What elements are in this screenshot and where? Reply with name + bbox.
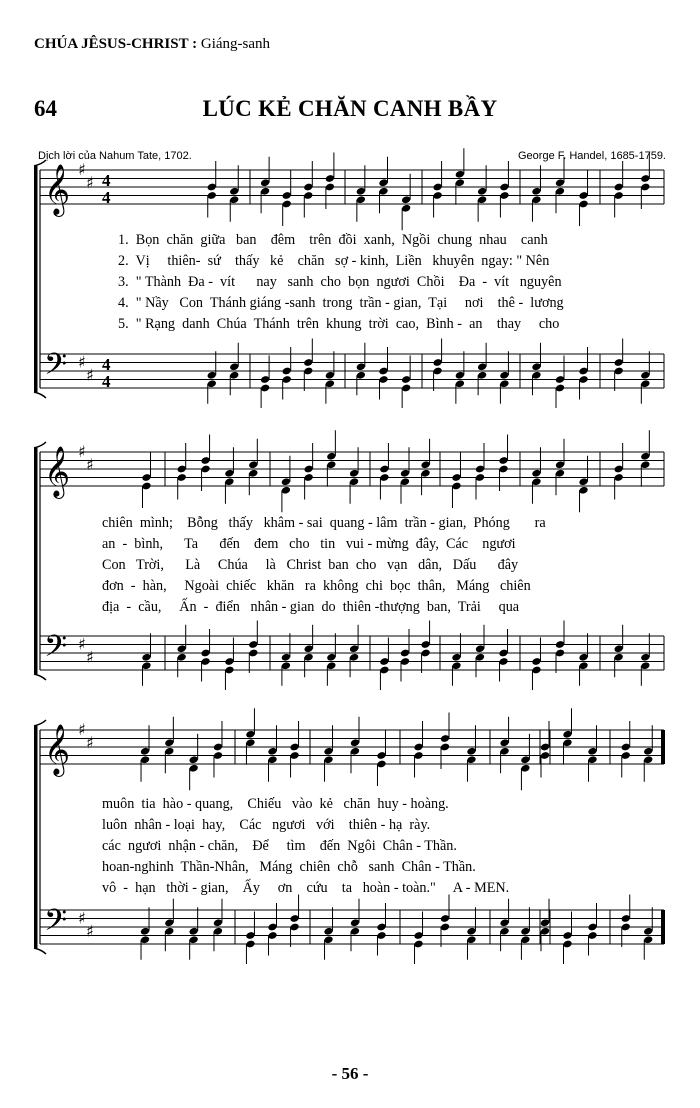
time-signature-top: 4	[102, 171, 111, 190]
page-number: - 56 -	[331, 1064, 369, 1083]
sharp-icon: ♯	[78, 352, 86, 372]
bracket-hook	[34, 392, 46, 398]
bass-clef-icon: 𝄢	[44, 630, 68, 671]
verse-line-s1-3: 3. " Thành Đa - vít nay sanh cho bọn ngươi Chồi Đa - vít nguyên	[118, 274, 562, 290]
treble-clef-icon: 𝄞	[44, 446, 71, 497]
bass-clef-icon: 𝄢	[44, 348, 68, 389]
treble-clef-icon: 𝄞	[44, 724, 71, 775]
verse-line-s2-4: đơn - hàn, Ngoài chiếc khăn ra không chi bọc thân, Máng chiên	[102, 578, 531, 594]
verse-line-s1-4: 4. " Nầy Con Thánh giáng -sanh trong trần - gian, Tại nơi thê - lương	[118, 295, 564, 311]
verse-line-s2-2: an - bình, Ta đến đem cho tin vui - mừng đây, Các ngươi	[102, 536, 516, 552]
verse-line-s3-1: muôn tia hào - quang, Chiếu vào kẻ chăn huy - hoàng.	[102, 796, 449, 812]
sharp-icon: ♯	[86, 647, 94, 667]
verse-line-s1-5: 5. " Rạng danh Chúa Thánh trên khung trời cao, Bình - an thay cho	[118, 316, 560, 332]
verse-line-s2-1: chiên mình; Bỗng thấy khâm - sai quang - lâm trần - gian, Phóng ra	[102, 515, 546, 531]
system-bracket	[34, 726, 38, 948]
sharp-icon: ♯	[86, 921, 94, 941]
section-category: CHÚA JÊSUS-CHRIST :	[34, 36, 198, 52]
verse-line-s3-3: các ngươi nhận - chăn, Để tìm đến Ngôi Chân - Thần.	[102, 838, 457, 854]
hymn-title: LÚC KẺ CHĂN CANH BẦY	[202, 96, 498, 121]
system-bracket	[34, 166, 38, 392]
sharp-icon: ♯	[78, 442, 86, 461]
time-signature-top: 4	[102, 355, 111, 374]
bracket-hook	[34, 674, 46, 680]
time-signature-bottom: 4	[102, 372, 111, 391]
sharp-icon: ♯	[86, 454, 94, 474]
sharp-icon: ♯	[78, 908, 86, 928]
verse-line-s1-1: 1. Bọn chăn giữa ban đêm trên đồi xanh, Ngồi chung nhau canh	[118, 232, 548, 248]
verse-line-s3-5: vô - hạn thời - gian, Ấy ơn cứu ta hoàn - toàn." A - MEN.	[102, 880, 510, 896]
verse-line-s3-2: luôn nhân - loại hay, Các ngươi với thiên - hạ rày.	[102, 817, 431, 833]
composer-credit: George F. Handel, 1685-1759.	[518, 150, 666, 162]
verse-line-s2-3: Con Trời, Là Chúa là Christ ban cho vạn dân, Dấu đây	[102, 557, 519, 573]
sharp-icon: ♯	[86, 172, 94, 192]
section-subcategory: Giáng-sanh	[197, 36, 271, 52]
system-bracket	[34, 448, 38, 674]
bass-clef-icon: 𝄢	[44, 904, 68, 945]
sharp-icon: ♯	[86, 732, 94, 752]
final-barline	[661, 910, 665, 944]
time-signature-bottom: 4	[102, 188, 111, 207]
bracket-hook	[34, 948, 46, 954]
hymn-number: 64	[34, 96, 57, 121]
sharp-icon: ♯	[86, 365, 94, 385]
verse-line-s2-5: địa - cầu, Ấn - điển nhân - gian do thiên -thượng ban, Trải qua	[102, 599, 520, 615]
treble-clef-icon: 𝄞	[44, 164, 71, 215]
sharp-icon: ♯	[78, 160, 86, 179]
final-barline	[661, 730, 665, 764]
sharp-icon: ♯	[78, 634, 86, 654]
lyricist-credit: Dịch lời của Nahum Tate, 1702.	[38, 150, 192, 162]
verse-line-s3-4: hoan-nghinh Thần-Nhân, Máng chiên chỗ sanh Chân - Thần.	[102, 859, 476, 875]
verse-line-s1-2: 2. Vị thiên- sứ thấy kẻ chăn sợ - kinh, Liền khuyên ngay: " Nên	[118, 253, 550, 269]
sharp-icon: ♯	[78, 720, 86, 739]
